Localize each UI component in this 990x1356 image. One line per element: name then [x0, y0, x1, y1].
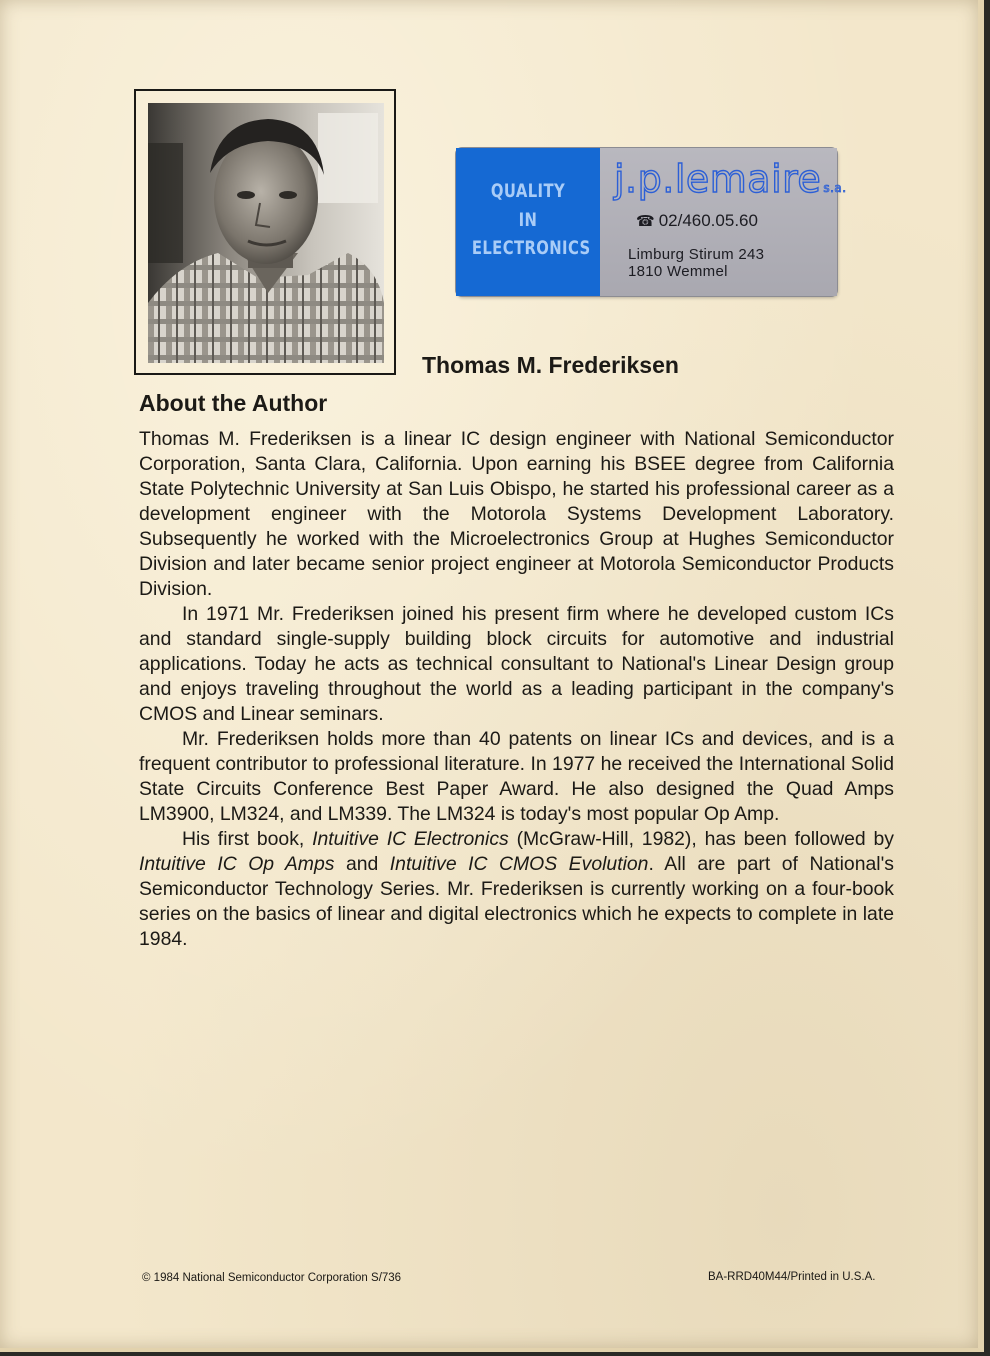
print-code: BA-RRD40M44/Printed in U.S.A. [708, 1271, 876, 1283]
author-name: Thomas M. Frederiksen [422, 352, 679, 378]
author-photo-frame [134, 89, 396, 375]
sticker-slogan-line-2: IN [518, 209, 538, 231]
bio-p4-text-1: His first book, [182, 828, 313, 850]
sticker-address-line-2: 1810 Wemmel [628, 263, 728, 280]
bio-p4-text-3: and [334, 853, 390, 875]
bio-paragraph-2: In 1971 Mr. Frederiksen joined his present firm where he developed custom ICs and standard single-supply building block circuits for automotive and industrial applications. Today he acts as technical consultant to National's Linear Design group and enjoys traveling throughout the world as a leading participant in the company's CMOS and Linear seminars. [139, 603, 894, 725]
section-title: About the Author [139, 390, 328, 416]
book-title-2: Intuitive IC Op Amps [139, 853, 335, 875]
sticker-address-line-1: Limburg Stirum 243 [628, 246, 765, 263]
author-photo [148, 103, 384, 363]
sticker-phone [636, 211, 758, 231]
sticker-contact-panel [600, 148, 847, 296]
author-portrait-image [148, 103, 384, 363]
sticker-brand-logo [614, 157, 847, 201]
bio-paragraph-4 [139, 827, 894, 952]
book-title-3: Intuitive IC CMOS Evolution [389, 853, 649, 875]
bio-paragraph-3: Mr. Frederiksen holds more than 40 patents on linear ICs and devices, and is a frequent contributor to professional literature. In 1977 he received the International Solid State Circuits Conference Best Paper Award. He also designed the Quad Amps LM3900, LM324, and LM339. The LM324 is today's most popular Op Amp. [139, 728, 894, 825]
author-biography [139, 427, 894, 952]
copyright-notice: © 1984 National Semiconductor Corporation S/736 [142, 1272, 402, 1284]
sticker-slogan-line-1: QUALITY [490, 180, 566, 202]
dealer-sticker [456, 148, 847, 296]
sticker-brand-suffix: s.a. [823, 181, 847, 195]
telephone-icon: ☎ [636, 212, 655, 230]
sticker-slogan-line-3: ELECTRONICS [471, 237, 591, 259]
bio-p4-text-4: . All are part of National's Semiconductor Technology Series. Mr. Frederiksen is currently working on a four-book series on the basics of linear and digital electronics which he expects to complete in late 1984. [139, 853, 894, 950]
sticker-brand-name: j.p.lemaire [614, 157, 822, 201]
sticker-slogan-panel [456, 148, 600, 296]
bio-p4-text-2: (McGraw-Hill, 1982), has been followed by [508, 828, 895, 850]
sticker-phone-number: 02/460.05.60 [658, 211, 758, 230]
bio-paragraph-1: Thomas M. Frederiksen is a linear IC design engineer with National Semiconductor Corporation, Santa Clara, California. Upon earning his BSEE degree from California State Polytechnic University at San Luis Obispo, he started his professional career as a development engineer with the Motorola Systems Development Laboratory. Subsequently he worked with the Microelectronics Group at Hughes Semiconductor Division and later became senior project engineer at Motorola Semiconductor Products Division. [139, 428, 894, 600]
book-title-1: Intuitive IC Electronics [312, 828, 509, 850]
